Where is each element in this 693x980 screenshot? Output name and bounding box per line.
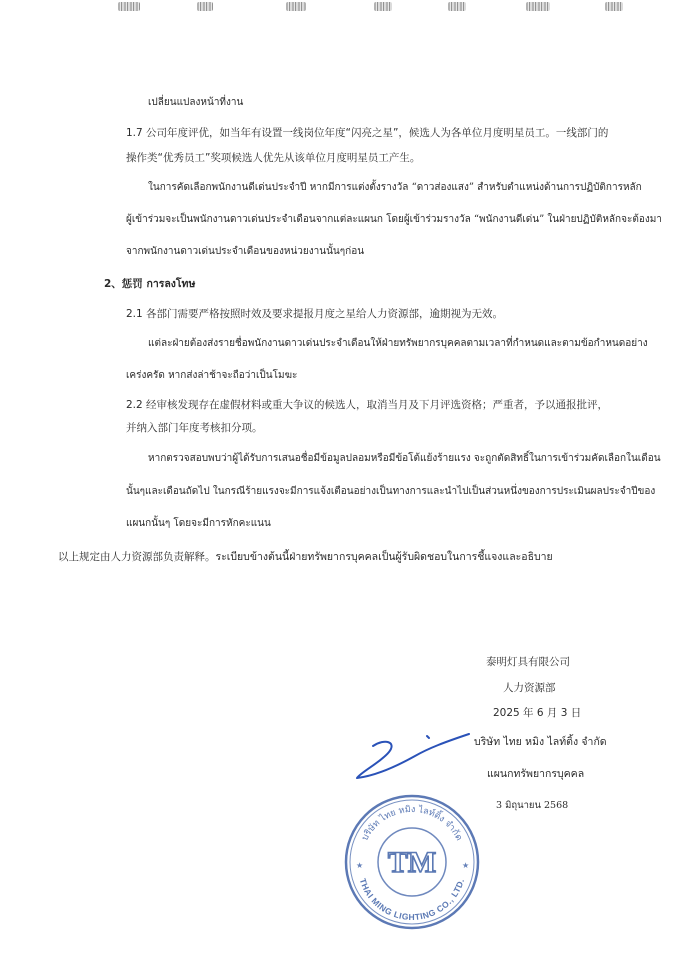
- clause-2-2-line-2: 并纳入部门年度考核扣分项。: [126, 422, 263, 434]
- svg-text:บริษัท ไทย หมิง ไลท์ติ้ง จำกัด: บริษัท ไทย หมิง ไลท์ติ้ง จำกัด: [360, 804, 464, 843]
- svg-text:★: ★: [462, 861, 470, 870]
- company-name-th: บริษัท ไทย หมิง ไลท์ติ้ง จำกัด: [474, 736, 607, 748]
- scan-mark: [286, 2, 306, 11]
- clause-1-7-thai-line-2: ผู้เข้าร่วมจะเป็นพนักงานดาวเด่นประจำเดือนจากแต่ละแผนก โดยผู้เข้าร่วมรางวัล “พนักงานดีเด่น” ในฝ่ายปฏิบัติหลักจะต้องมา: [126, 214, 662, 225]
- clause-2-2-thai-line-2: นั้นๆและเดือนถัดไป ในกรณีร้ายแรงจะมีการแจ้งเตือนอย่างเป็นทางการและนำไปเป็นส่วนหนึ่งของการประเมินผลประจำปีของ: [126, 486, 656, 497]
- scan-artifacts: [0, 0, 693, 14]
- svg-text:TM: TM: [387, 846, 437, 879]
- clause-1-7-line-1: 1.7 公司年度评优，如当年有设置一线岗位年度“闪亮之星”，候选人为各单位月度明星员工。一线部门的: [126, 127, 609, 139]
- section-heading-penalty: 2、惩罚 การลงโทษ: [104, 278, 196, 290]
- date-th: 3 มิถุนายน 2568: [496, 800, 569, 811]
- scan-mark: [605, 2, 623, 11]
- clause-1-7-line-2: 操作类“优秀员工”奖项候选人优先从该单位月度明星员工产生。: [126, 152, 421, 164]
- scan-mark: [374, 2, 392, 11]
- svg-text:THAI MING LIGHTING CO., LTD.: THAI MING LIGHTING CO., LTD.: [357, 877, 467, 922]
- clause-2-2-thai-line-3: แผนกนั้นๆ โดยจะมีการหักคะแนน: [126, 518, 271, 529]
- clause-1-7-thai-line-3: จากพนักงานดาวเด่นประจำเดือนของหน่วยงานนั้นๆก่อน: [126, 246, 365, 257]
- department-cn: 人力资源部: [503, 682, 556, 694]
- company-seal: [340, 790, 485, 935]
- company-name-cn: 泰明灯具有限公司: [486, 656, 570, 668]
- handwritten-signature: [345, 726, 475, 786]
- scan-mark: [526, 2, 550, 11]
- svg-text:★: ★: [356, 861, 364, 870]
- clause-1-7-thai-line-1: ในการคัดเลือกพนักงานดีเด่นประจำปี หากมีการแต่งตั้งรางวัล “ดาวส่องแสง” สำหรับตำแหน่งด้านการปฏิบัติการหลัก: [148, 182, 642, 193]
- interpretation-clause: 以上规定由人力资源部负责解释。ระเบียบข้างต้นนี้ฝ่ายทรัพยากรบุคคลเป็นผู้รับผิดชอบในการชี้แจงและอธิบาย: [58, 551, 553, 563]
- clause-2-2-thai-line-1: หากตรวจสอบพบว่าผู้ได้รับการเสนอชื่อมีข้อมูลปลอมหรือมีข้อโต้แย้งร้ายแรง จะถูกตัดสิทธิ์ในการเข้าร่วมคัดเลือกในเดือน: [148, 453, 661, 464]
- department-th: แผนกทรัพยากรบุคคล: [487, 768, 585, 780]
- scan-mark: [118, 2, 140, 11]
- date-cn: 2025 年 6 月 3 日: [493, 707, 582, 719]
- paragraph-thai-job-change: เปลี่ยนแปลงหน้าที่งาน: [148, 97, 244, 108]
- clause-2-1: 2.1 各部门需要严格按照时效及要求提报月度之星给人力资源部，逾期视为无效。: [126, 308, 504, 320]
- clause-2-1-thai-line-1: แต่ละฝ่ายต้องส่งรายชื่อพนักงานดาวเด่นประจำเดือนให้ฝ่ายทรัพยากรบุคคลตามเวลาที่กำหนดและตามข้อกำหนดอย่าง: [148, 338, 648, 349]
- scan-mark: [197, 2, 213, 11]
- clause-2-2-line-1: 2.2 经审核发现存在虚假材料或重大争议的候选人，取消当月及下月评选资格；严重者，予以通报批评，: [126, 399, 609, 411]
- scan-mark: [448, 2, 466, 11]
- clause-2-1-thai-line-2: เคร่งครัด หากส่งล่าช้าจะถือว่าเป็นโมฆะ: [126, 370, 298, 381]
